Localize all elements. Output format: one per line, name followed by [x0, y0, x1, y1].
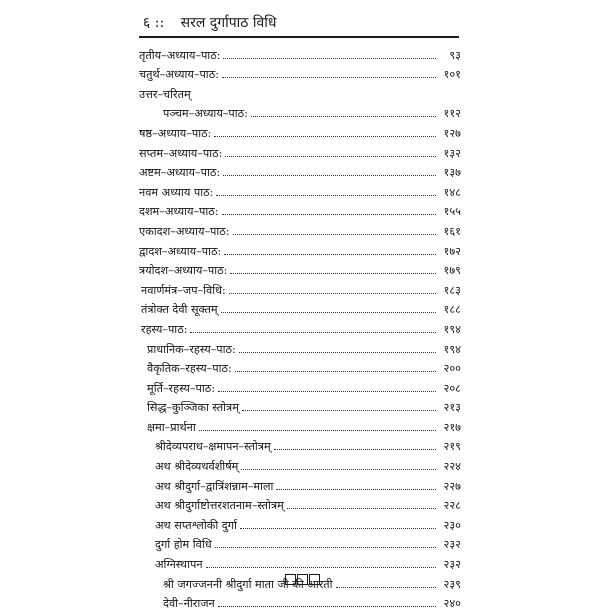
table-of-contents	[139, 42, 461, 610]
toc-entry-title: अथ श्रीदुर्गाष्टोत्तरशतनाम–स्तोत्रम्	[155, 499, 284, 513]
dot-leader	[239, 352, 436, 353]
toc-entry-page: १९४	[443, 342, 461, 356]
toc-entry-page: ९३	[449, 48, 461, 62]
toc-entry-title: क्षमा–प्रार्थना	[147, 420, 196, 434]
dot-leader	[223, 58, 436, 59]
dot-leader	[199, 430, 436, 431]
dot-leader	[218, 606, 436, 607]
footer-ornament	[285, 574, 321, 589]
dot-leader	[224, 254, 436, 255]
toc-entry-title: वैकृतिक–रहस्य–पाठ:	[147, 362, 232, 376]
toc-entry	[139, 62, 461, 82]
toc-entry-title: तृतीय–अध्याय–पाठ:	[139, 48, 221, 62]
dot-leader	[222, 214, 436, 215]
toc-entry	[139, 258, 461, 278]
toc-entry-title: दुर्गा होम विधि	[155, 538, 212, 552]
toc-entry-title: मूर्ति–रहस्य–पाठ:	[147, 381, 216, 395]
header-page-number: ६ ::	[143, 15, 165, 31]
toc-entry-page: २१७	[443, 420, 461, 434]
toc-entry-title: नवार्णमंत्र–जप–विधि:	[141, 283, 226, 297]
toc-entry-title: द्वादश–अध्याय–पाठ:	[139, 244, 222, 258]
dot-leader	[251, 116, 436, 117]
dot-leader	[218, 391, 436, 392]
toc-entry	[139, 140, 461, 160]
ornament-box	[297, 574, 308, 585]
toc-entry	[139, 179, 461, 199]
toc-entry-page: २१९	[443, 440, 461, 454]
dot-leader	[336, 587, 436, 588]
dot-leader	[274, 449, 436, 450]
toc-entry-title: अष्टम–अध्याय–पाठ:	[139, 166, 221, 180]
ornament-box	[285, 574, 296, 585]
dot-leader	[229, 293, 436, 294]
toc-entry	[139, 218, 461, 238]
dot-leader	[230, 273, 436, 274]
toc-entry-page: १३७	[443, 166, 461, 180]
toc-entry-page: १२७	[443, 126, 461, 140]
toc-entry-title: सप्तम–अध्याय–पाठ:	[139, 146, 223, 160]
toc-entry-page: २२८	[443, 499, 461, 513]
running-header	[143, 14, 463, 32]
toc-entry-page: १७२	[443, 244, 461, 258]
toc-entry-title: उत्तर–चरितम्	[139, 87, 191, 101]
toc-entry-page: १५५	[443, 205, 461, 219]
toc-entry-page: १०१	[443, 68, 461, 82]
toc-entry-title: दशम–अध्याय–पाठ:	[139, 205, 219, 219]
toc-entry	[139, 532, 461, 552]
toc-entry	[139, 414, 461, 434]
toc-entry-title: प्राधानिक–रहस्य–पाठ:	[147, 342, 236, 356]
ornament-boxes	[285, 574, 321, 589]
toc-entry-page: १४८	[443, 185, 461, 199]
toc-entry-title: अग्निस्थापन	[155, 558, 203, 572]
toc-entry	[139, 591, 461, 610]
toc-entry	[139, 395, 461, 415]
toc-entry	[139, 473, 461, 493]
header-title: सरल दुर्गापाठ विधि	[180, 15, 277, 31]
toc-entry-page: २२७	[443, 479, 461, 493]
toc-entry	[139, 336, 461, 356]
toc-entry-page: २१३	[443, 401, 461, 415]
toc-entry-title: श्रीदेव्यपराध–क्षमापन–स्तोत्रम्	[155, 440, 271, 454]
dot-leader	[287, 508, 436, 509]
toc-entry-title: चतुर्थ–अध्याय–पाठ:	[139, 68, 219, 82]
toc-entry-page: १९४	[443, 322, 461, 336]
toc-entry	[139, 453, 461, 473]
toc-entry-page: १८३	[443, 283, 461, 297]
toc-entry-page: ११२	[443, 107, 461, 121]
dot-leader	[233, 234, 436, 235]
dot-leader	[206, 567, 436, 568]
dot-leader	[225, 156, 436, 157]
toc-entry	[139, 375, 461, 395]
dot-leader	[221, 312, 436, 313]
toc-entry-page: १७९	[443, 264, 461, 278]
toc-entry-page: २०८	[443, 381, 461, 395]
toc-entry-page: २३०	[443, 518, 461, 532]
dot-leader	[214, 136, 436, 137]
dot-leader	[235, 371, 436, 372]
toc-entry-title: पञ्चम–अध्याय–पाठ:	[163, 107, 248, 121]
toc-entry-page: १६१	[443, 224, 461, 238]
toc-entry-title: त्रयोदश–अध्याय–पाठ:	[139, 264, 228, 278]
toc-entry-title: सिद्ध–कुञ्जिका स्तोत्रम्	[147, 401, 239, 415]
toc-entry-title: अथ श्रीदुर्गा–द्वात्रिंशन्नाम–माला	[155, 479, 274, 493]
dot-leader	[240, 528, 436, 529]
toc-entry-page: २३९	[443, 577, 461, 591]
toc-entry	[139, 81, 461, 101]
dot-leader	[242, 410, 436, 411]
toc-entry-title: अथ सप्तश्लोकी दुर्गा	[155, 518, 237, 532]
toc-entry	[139, 512, 461, 532]
toc-entry	[139, 42, 461, 62]
toc-entry-title: नवम अध्याय पाठ:	[139, 185, 214, 199]
toc-entry-title: षष्ठ–अध्याय–पाठ:	[139, 126, 212, 140]
toc-entry-page: १८८	[443, 303, 461, 317]
toc-entry-page: २००	[443, 362, 461, 376]
toc-entry-title: तंत्रोक्त देवी सूक्तम्	[141, 303, 218, 317]
toc-entry-title: श्री जगज्जननी श्रीदुर्गा माता जी की आरती	[163, 577, 333, 591]
toc-entry	[139, 493, 461, 513]
toc-entry	[139, 297, 461, 317]
dot-leader	[190, 332, 436, 333]
toc-entry	[139, 160, 461, 180]
toc-entry	[139, 356, 461, 376]
toc-entry-title: एकादश–अध्याय–पाठ:	[139, 224, 230, 238]
toc-entry-page: १३२	[443, 146, 461, 160]
toc-entry-title: रहस्य–पाठ:	[141, 322, 188, 336]
toc-entry	[139, 277, 461, 297]
toc-entry	[139, 434, 461, 454]
toc-entry-title: अथ श्रीदेव्यथर्वशीर्षम्	[155, 460, 239, 474]
dot-leader	[216, 195, 436, 196]
dot-leader	[223, 175, 436, 176]
toc-entry-page: २२४	[443, 460, 461, 474]
toc-entry	[139, 120, 461, 140]
dot-leader	[215, 547, 436, 548]
toc-entry-page: २३२	[443, 538, 461, 552]
ornament-box	[309, 574, 320, 585]
toc-entry	[139, 551, 461, 571]
toc-entry-page: २४०	[443, 597, 461, 610]
dot-leader	[241, 469, 436, 470]
header-rule	[139, 36, 459, 38]
toc-entry	[139, 199, 461, 219]
toc-entry	[139, 316, 461, 336]
toc-entry-title: देवी–नीराजन	[163, 597, 215, 610]
dot-leader	[222, 77, 436, 78]
dot-leader	[276, 489, 436, 490]
toc-entry-page: २३२	[443, 558, 461, 572]
toc-entry	[139, 238, 461, 258]
toc-entry	[139, 101, 461, 121]
